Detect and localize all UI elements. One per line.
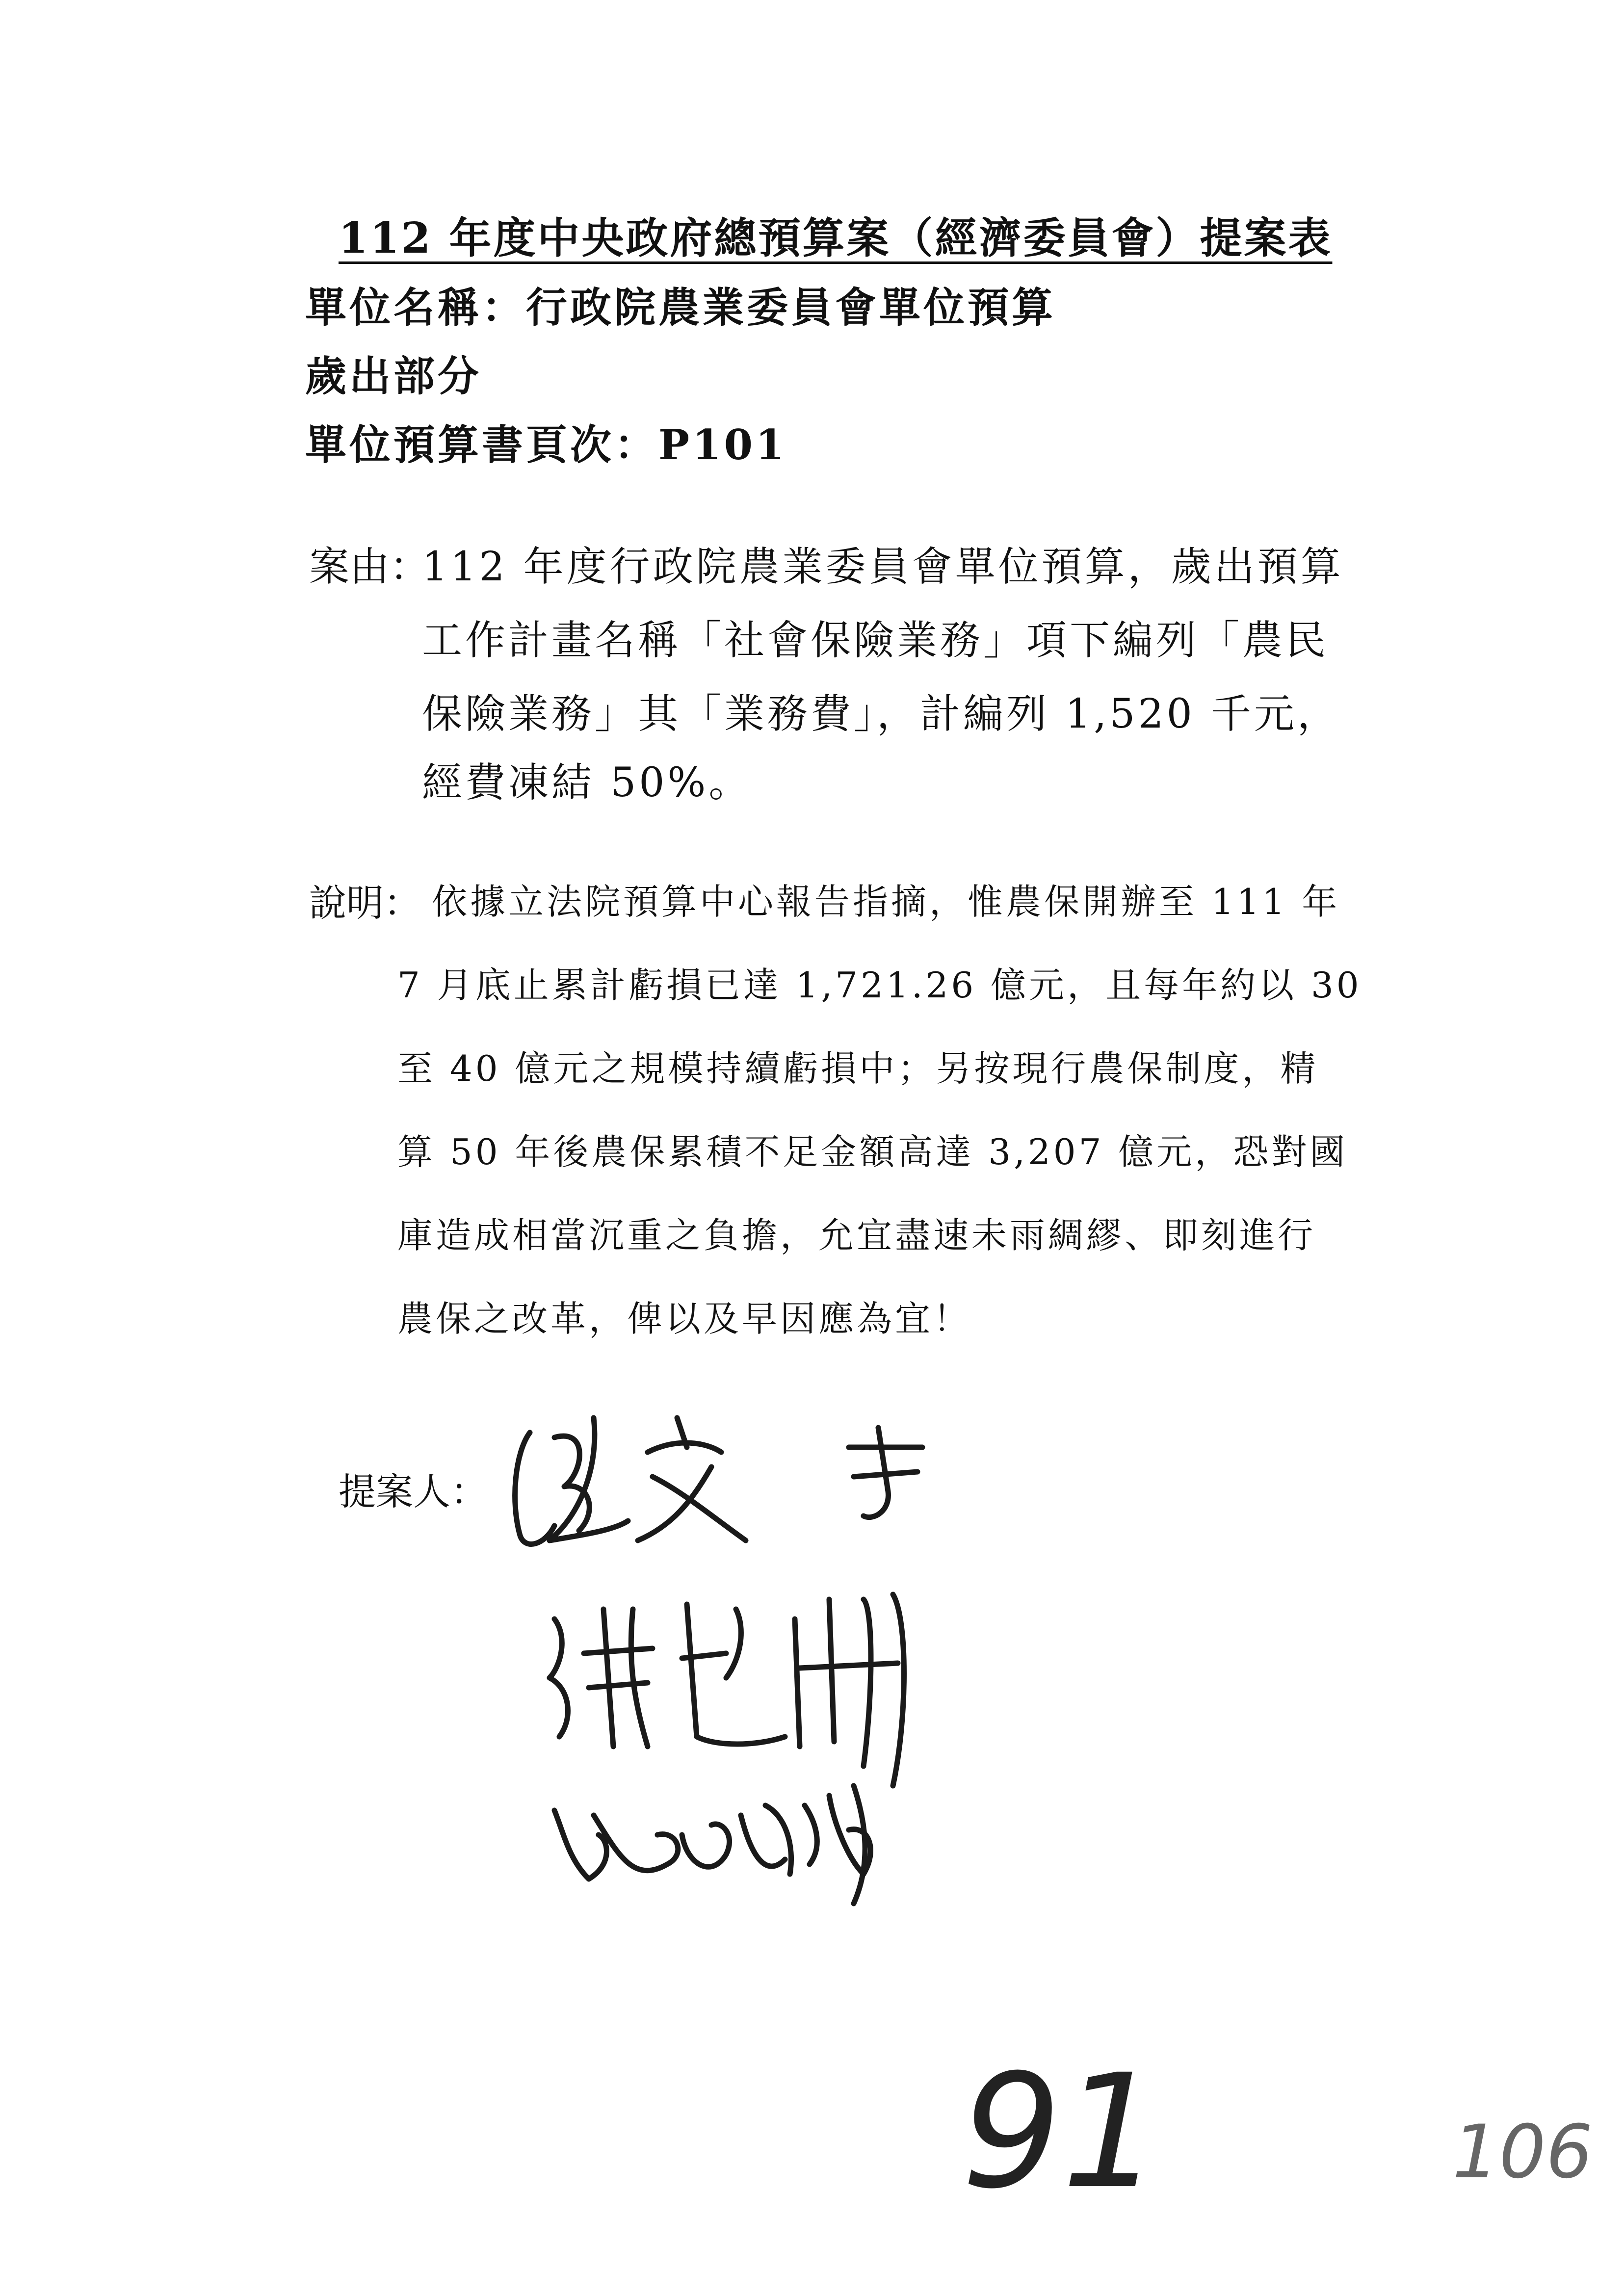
case-line: 保險業務」其「業務費」，計編列 1,520 千元，	[422, 691, 1340, 737]
explanation-line: 庫造成相當沉重之負擔，允宜盡速未雨綢繆、即刻進行	[397, 1215, 1316, 1256]
case-line: 工作計畫名稱「社會保險業務」項下編列「農民	[422, 617, 1329, 664]
signature-3-drawing	[554, 1786, 870, 1904]
case-line: 經費凍結 50%。	[422, 759, 752, 806]
explanation-line: 7 月底止累計虧損已達 1,721.26 億元，且每年約以 30	[397, 965, 1362, 1006]
budget-page-ref: 單位預算書頁次：P101	[305, 420, 787, 469]
explanation-label: 說明：	[309, 881, 421, 925]
explanation-line: 農保之改革，俾以及早因應為宜！	[397, 1298, 972, 1339]
case-label: 案由：	[309, 544, 430, 590]
case-line: 112 年度行政院農業委員會單位預算，歲出預算	[422, 544, 1344, 590]
page-number-handwritten: 91	[962, 2041, 1162, 2223]
expenditure-section: 歲出部分	[305, 352, 482, 400]
unit-name: 單位名稱：行政院農業委員會單位預算	[305, 283, 1056, 332]
explanation-line: 至 40 億元之規模持續虧損中；另按現行農保制度，精	[397, 1048, 1319, 1089]
signature-2-drawing	[550, 1594, 904, 1786]
explanation-line: 依據立法院預算中心報告指摘，惟農保開辦至 111 年	[432, 881, 1340, 922]
document-title: 112 年度中央政府總預算案（經濟委員會）提案表	[339, 213, 1333, 263]
signature-1-drawing	[515, 1418, 922, 1544]
explanation-line: 算 50 年後農保累積不足金額高達 3,207 億元，恐對國	[397, 1131, 1348, 1173]
proposer-label: 提案人：	[339, 1470, 488, 1513]
page-number-small: 106	[1452, 2110, 1593, 2195]
